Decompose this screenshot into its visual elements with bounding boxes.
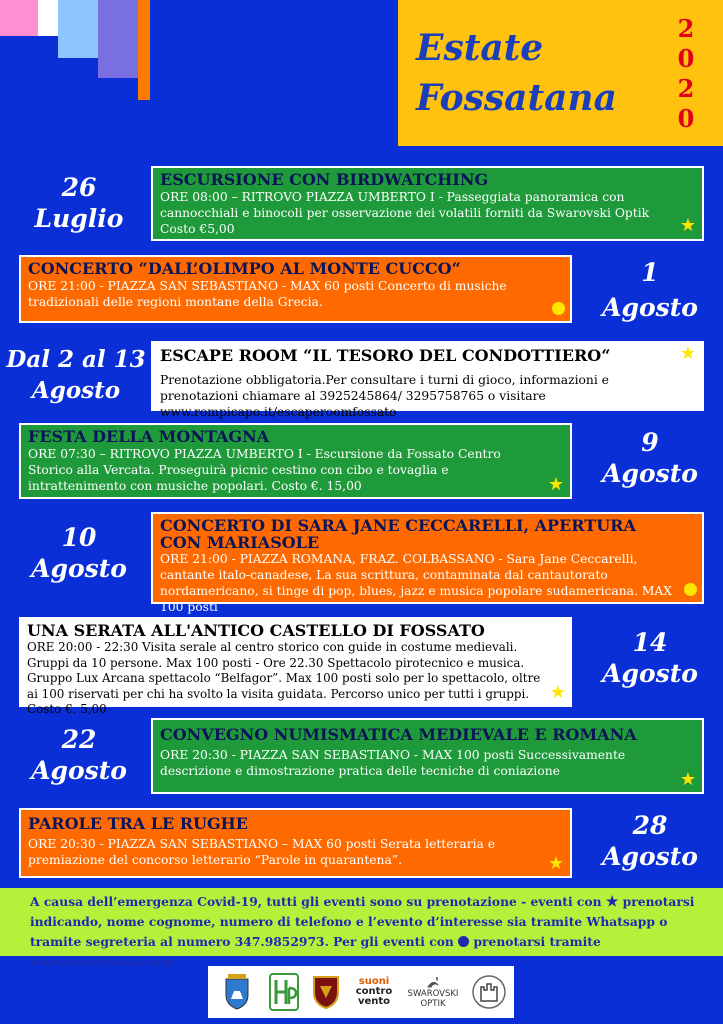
- deco-block-orange: [138, 0, 150, 100]
- event-card: [151, 341, 704, 419]
- year-digit: 2: [677, 14, 695, 43]
- title-line-2: Fossatana: [416, 77, 617, 119]
- title-box: [398, 0, 723, 146]
- date-month: Agosto: [31, 554, 127, 583]
- event-date: [580, 257, 720, 323]
- swarovski-optik-logo: [402, 972, 464, 1012]
- comune-crest-logo: [218, 972, 256, 1012]
- star-icon: ★: [679, 343, 696, 364]
- date-month: Luglio: [34, 204, 124, 233]
- event-title: PAROLE TRA LE RUGHE: [28, 814, 248, 833]
- date-day: 22: [61, 725, 97, 754]
- event-title: CONCERTO “DALL’OLIMPO AL MONTE CUCCO“: [28, 259, 461, 278]
- hp-logo: [266, 972, 302, 1012]
- title-line-1: Estate: [416, 27, 544, 69]
- event-title: ESCURSIONE CON BIRDWATCHING: [160, 170, 489, 189]
- castle-logo: [470, 972, 508, 1012]
- swan-icon: [425, 975, 441, 989]
- footer-text-1: A causa dell’emergenza Covid-19, tutti gli eventi sono su prenotazione - eventi con: [30, 894, 602, 909]
- footer-notice: [0, 888, 723, 969]
- event-date: [580, 810, 720, 872]
- year-vertical: [674, 14, 698, 134]
- suoni-controvento-logo: [348, 972, 400, 1012]
- suoni-text: suoni: [358, 976, 390, 987]
- event-title: ESCAPE ROOM “IL TESORO DEL CONDOTTIERO“: [160, 346, 611, 365]
- event-date: [14, 724, 144, 786]
- date-day: 9: [641, 428, 659, 457]
- deco-block-lightblue: [58, 0, 98, 58]
- event-body: ORE 07:30 – RITROVO PIAZZA UMBERTO I - Escursione da Fossato Centro Storico alla Vercata. Proseguirà picnic cestino con cibo e tovaglia e intrattenimento con musiche popolari. Costo €. 15,00: [28, 447, 501, 493]
- date-day: 14: [632, 628, 668, 657]
- star-icon: ★: [547, 853, 564, 874]
- date-day: 26: [61, 173, 97, 202]
- date-day: 28: [632, 811, 668, 840]
- event-body: ORE 21:00 - PIAZZA ROMANA, FRAZ. COLBASSANO - Sara Jane Ceccarelli, cantante italo-canadese, La sua scrittura, contaminata dal cantautorato nordamericano, si tinge di pop, blues, jazz e musica popolare sudamericana. MAX 100 posti: [160, 552, 673, 614]
- deco-block-purple: [98, 0, 138, 78]
- dot-icon: [684, 583, 697, 596]
- event-title: FESTA DELLA MONTAGNA: [28, 427, 270, 446]
- event-body: ORE 21:00 - PIAZZA SAN SEBASTIANO - MAX 60 posti Concerto di musiche tradizionali delle regioni montane della Grecia.: [28, 279, 507, 309]
- event-date: [580, 427, 720, 489]
- date-month: Agosto: [602, 459, 698, 488]
- event-body: Prenotazione obbligatoria.Per consultare i turni di gioco, informazioni e prenotazioni chiamare al 3925245864/ 3295758765 o visitare www.rompicapo.it/escaperoomfossato: [160, 373, 609, 419]
- contro-text: contro: [355, 986, 393, 997]
- event-date: [14, 522, 144, 584]
- footer-text-3: prenotarsi tramite www.ticketitalia.com: [30, 934, 601, 969]
- footer-text-2: prenotarsi indicando, nome cognome, numero di telefono e l’evento d’interesse sia tramite Whatsapp o tramite segreteria al numero 347.9852973. Per gli eventi con: [30, 894, 695, 949]
- event-body: ORE 08:00 – RITROVO PIAZZA UMBERTO I - Passeggiata panoramica con cannocchiali e binocoli per osservazione dei volatili forniti da Swarovski Optik Costo €5,00: [160, 190, 650, 236]
- vento-text: vento: [357, 996, 391, 1007]
- year-digit: 0: [677, 44, 695, 73]
- event-card: [19, 808, 572, 878]
- event-date: [580, 627, 720, 689]
- event-title: CONCERTO DI SARA JANE CECCARELLI, APERTURA CON MARIASOLE: [160, 516, 636, 552]
- star-icon: ★: [679, 215, 696, 236]
- date-day: Dal 2 al 13: [6, 346, 146, 373]
- date-month: Agosto: [602, 842, 698, 871]
- year-digit: 2: [677, 74, 695, 103]
- event-body: ORE 20:00 - 22:30 Visita serale al centro storico con guide in costume medievali. Gruppi da 10 persone. Max 100 posti - Ore 22.30 Spettacolo pirotecnico e musica. Gruppo Lux Arcana spettacolo “Belfagor”. Max 100 posti solo per lo spettacolo, oltre ai 100 riservati per chi ha svolto la visita guidata. Percorso unico per tutti i gruppi. Costo €. 5,00: [27, 640, 541, 716]
- dot-icon: [458, 936, 469, 947]
- event-card: [19, 423, 572, 499]
- star-icon: ★: [547, 474, 564, 495]
- date-day: 10: [61, 523, 97, 552]
- event-title: CONVEGNO NUMISMATICA MEDIEVALE E ROMANA: [160, 725, 637, 744]
- event-body: ORE 20:30 - PIAZZA SAN SEBASTIANO - MAX 100 posti Successivamente descrizione e dimostrazione pratica delle tecniche di coniazione: [160, 748, 626, 778]
- event-date: [14, 172, 144, 234]
- date-month: Agosto: [602, 659, 698, 688]
- event-card: [151, 166, 704, 241]
- event-card: [19, 617, 572, 716]
- deco-block-pink: [0, 0, 38, 36]
- star-icon: ★: [605, 894, 619, 910]
- date-month: Agosto: [31, 377, 121, 404]
- year-digit: 0: [677, 104, 695, 133]
- date-month: Agosto: [31, 756, 127, 785]
- date-month: Agosto: [602, 293, 698, 322]
- event-title: UNA SERATA ALL'ANTICO CASTELLO DI FOSSATO: [27, 621, 485, 640]
- event-card: [151, 512, 704, 614]
- event-card: [19, 255, 572, 323]
- event-card: [151, 718, 704, 794]
- event-date: [2, 344, 150, 406]
- star-icon: ★: [549, 682, 566, 703]
- sponsor-logos: [208, 966, 514, 1018]
- star-icon: ★: [679, 769, 696, 790]
- date-day: 1: [641, 258, 659, 287]
- swarovski-text: SWAROVSKI: [407, 989, 459, 999]
- shield-logo: [310, 972, 342, 1012]
- dot-icon: [552, 302, 565, 315]
- optik-text: OPTIK: [420, 999, 446, 1009]
- event-body: ORE 20:30 - PIAZZA SAN SEBASTIANO – MAX 60 posti Serata letteraria e premiazione del concorso letterario “Parole in quarantena”.: [28, 837, 496, 867]
- deco-block-white: [38, 0, 58, 36]
